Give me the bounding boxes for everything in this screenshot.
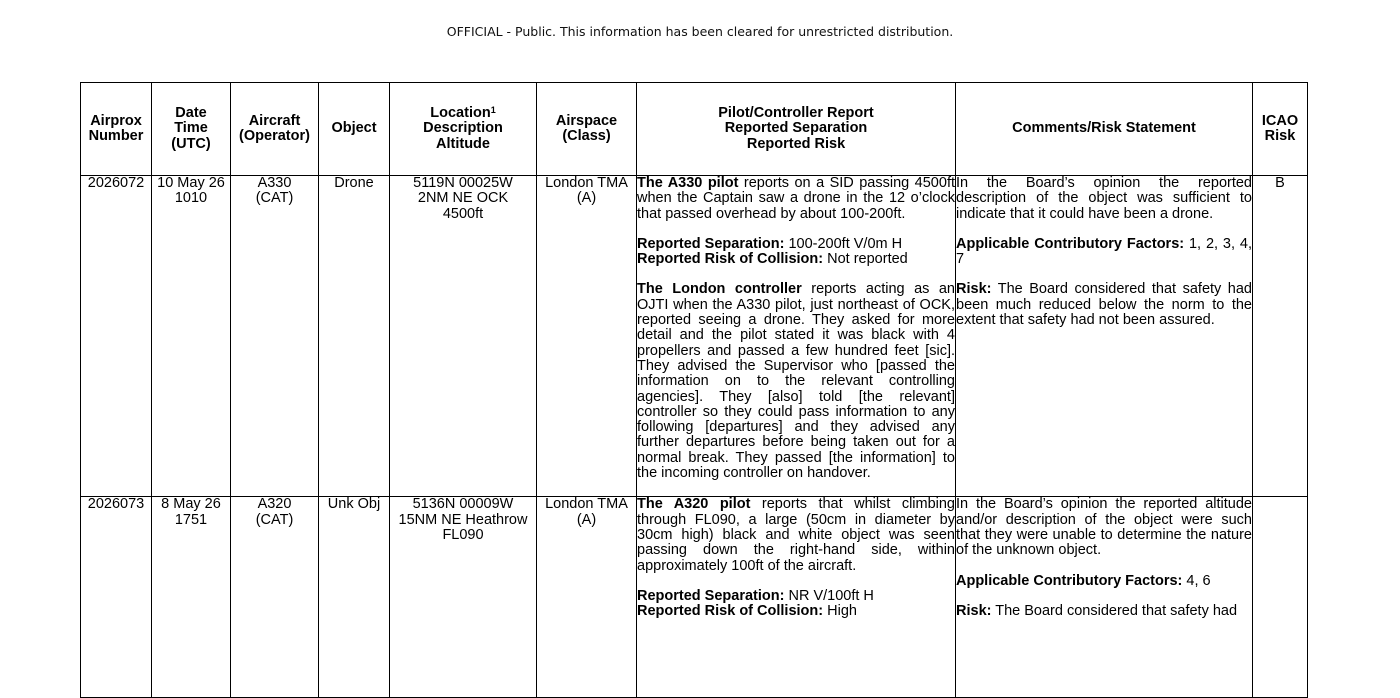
controller-report: The London controller reports acting as an OJTI when the A330 pilot, just northeast of OCK, reported seeing a drone. They asked for more detail and the pilot stated it was black with 4 propellers and passed a few hundred feet [sic]. They advised the Supervisor who [passed the information on to the relevant controlling agencies]. They [also] told [the relevant] controller so they could pass information to any following [departures] and they advised any further departures before being taken out for a normal break. They passed [the information] to the incoming controller on handover. [637,281,955,482]
pilot-controller-report [637,176,956,497]
pilot-report: The A330 pilot reports on a SID passing 4500ft when the Captain saw a drone in the 12 o’clock that passed overhead by about 100-200ft. [637,175,955,222]
object-type: Drone [319,176,390,497]
airprox-table [80,82,1308,698]
risk-statement: Risk: The Board considered that safety had been much reduced below the norm to the extent that safety had not been assured. [956,281,1252,329]
classification-banner: OFFICIAL - Public. This information has been cleared for unrestricted distribution. [446,24,954,39]
header-icao-risk: ICAO Risk [1253,83,1308,176]
reported-separation-risk: Reported Separation: NR V/100ft H Reported Risk of Collision: High [637,587,874,620]
risk-statement: Risk: The Board considered that safety had [956,602,1238,619]
board-comment: In the Board’s opinion the reported description of the object was sufficient to indicate that it could have been a drone. [956,175,1252,222]
header-aircraft: Aircraft (Operator) [231,83,319,176]
comments-risk-statement [956,497,1253,698]
airspace-class: London TMA (A) [537,497,637,698]
board-comment: In the Board’s opinion the reported altitude and/or description of the object were such that they were unable to determine the nature of the unknown object. [956,496,1252,559]
footnote-marker: 1 [490,105,496,116]
table-row [81,176,1308,497]
header-location: Location$^1$ Description Altitude [390,83,537,176]
date-time: 10 May 26 1010 [152,176,231,497]
header-row [81,83,1308,176]
location-description-altitude: 5119N 00025W 2NM NE OCK 4500ft [390,176,537,497]
airprox-number: 2026073 [81,497,152,698]
location-description-altitude: 5136N 00009W 15NM NE Heathrow FL090 [390,497,537,698]
object-type: Unk Obj [319,497,390,698]
comments-risk-statement [956,176,1253,497]
table-row [81,497,1308,698]
icao-risk: B [1253,176,1308,497]
airspace-class: London TMA (A) [537,176,637,497]
header-airprox-number: Airprox Number [81,83,152,176]
aircraft-operator: A320 (CAT) [231,497,319,698]
airprox-number: 2026072 [81,176,152,497]
reported-separation-risk: Reported Separation: 100-200ft V/0m H Reported Risk of Collision: Not reported [637,235,908,268]
header-report: Pilot/Controller Report Reported Separation Reported Risk [637,83,956,176]
pilot-controller-report [637,497,956,698]
icao-risk [1253,497,1308,698]
header-airspace: Airspace (Class) [537,83,637,176]
date-time: 8 May 26 1751 [152,497,231,698]
header-object: Object [319,83,390,176]
contributory-factors: Applicable Contributory Factors: 4, 6 [956,572,1211,589]
header-comments: Comments/Risk Statement [956,83,1253,176]
contributory-factors: Applicable Contributory Factors: 1, 2, 3, 4, 7 [956,235,1252,268]
header-date-time: Date Time (UTC) [152,83,231,176]
aircraft-operator: A330 (CAT) [231,176,319,497]
pilot-report: The A320 pilot reports that whilst climbing through FL090, a large (50cm in diameter by 30cm high) black and white object was seen passing down the right-hand side, within approximately 100ft of the aircraft. [637,496,956,574]
